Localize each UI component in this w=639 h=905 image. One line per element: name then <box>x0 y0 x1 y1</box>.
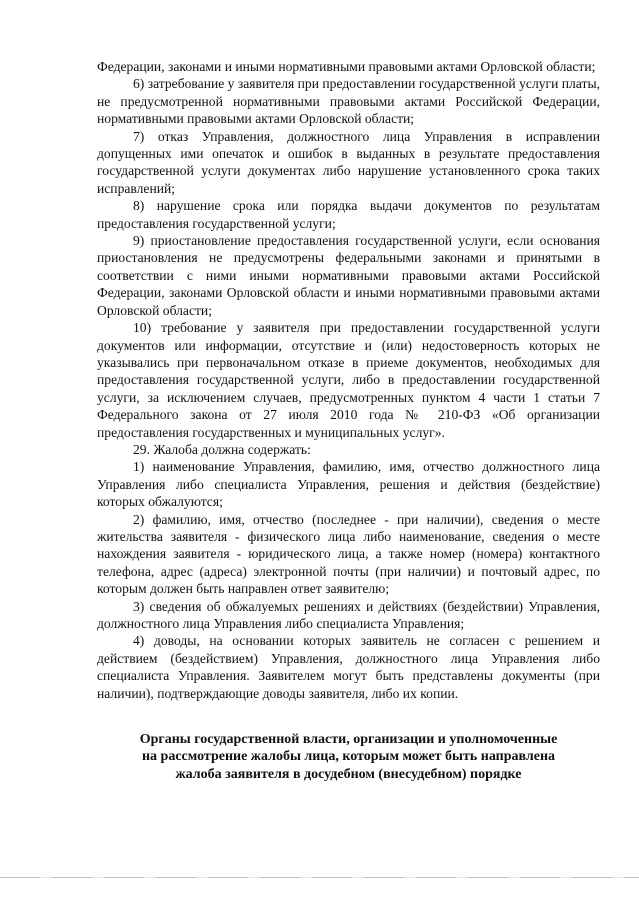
document-page <box>97 58 600 783</box>
paragraph-item-8: 8) нарушение срока или порядка выдачи документов по результатам предоставления государственной услуги; <box>97 198 600 231</box>
section-heading-line: на рассмотрение жалобы лица, которым может быть направлена <box>141 749 556 765</box>
paragraph-requirement-1: 1) наименование Управления, фамилию, имя, отчество должностного лица Управления либо специалиста Управления, решения и действия (бездействие) которых обжалуются; <box>97 459 600 510</box>
paragraph-item-10: 10) требование у заявителя при предоставлении государственной услуги документов или информации, отсутствие и (или) недостоверность которых не указывались при первоначальном отказе в приеме документов, необходимых для предоставления государственной услуги, либо в предоставлении государственной услуги, за исключением случаев, предусмотренных пунктом 4 части 1 статьи 7 Федерального закона от 27 июля 2010 года № 210-ФЗ «Об организации предоставления государственных и муниципальных услуг». <box>97 320 600 440</box>
paragraph-continuation: Федерации, законами и иными нормативными правовыми актами Орловской области; <box>97 59 596 74</box>
paragraph-item-9: 9) приостановление предоставления государственной услуги, если основания приостановления не предусмотрены федеральными законами и принятыми в соответствии с ними иными нормативными правовыми актами Российской Федерации, законами Орловской области и иными нормативными правовыми актами Орловской области; <box>97 233 600 318</box>
section-heading <box>97 731 600 783</box>
section-heading-line: жалоба заявителя в досудебном (внесудебном) порядке <box>175 766 522 782</box>
paragraph-requirement-4: 4) доводы, на основании которых заявитель не согласен с решением и действием (бездействием) Управления, должностного лица Управления либо специалиста Управления. Заявителем могут быть представлены документы (при наличии), подтверждающие доводы заявителя, либо их копии. <box>97 633 600 701</box>
scan-edge-line <box>0 877 639 878</box>
paragraph-requirement-3: 3) сведения об обжалуемых решениях и действиях (бездействии) Управления, должностного лица Управления либо специалиста Управления; <box>97 598 600 631</box>
section-heading-line: Органы государственной власти, организации и уполномоченные <box>139 732 558 748</box>
paragraph-item-7: 7) отказ Управления, должностного лица Управления в исправлении допущенных ими опечаток и ошибок в выданных в результате предоставления государственной услуги документах либо нарушение установленного срока таких исправлений; <box>97 128 600 196</box>
paragraph-requirement-2: 2) фамилию, имя, отчество (последнее - при наличии), сведения о месте жительства заявителя - физического лица либо наименование, сведения о месте нахождения заявителя - юридического лица, а также номер (номера) контактного телефона, адрес (адреса) электронной почты (при наличии) и почтовый адрес, по которым должен быть направлен ответ заявителю; <box>97 511 600 597</box>
paragraph-item-6: 6) затребование у заявителя при предоставлении государственной услуги платы, не предусмотренной нормативными правовыми актами Российской Федерации, нормативными правовыми актами Орловской области; <box>97 76 600 127</box>
paragraph-section-29: 29. Жалоба должна содержать: <box>133 441 311 457</box>
